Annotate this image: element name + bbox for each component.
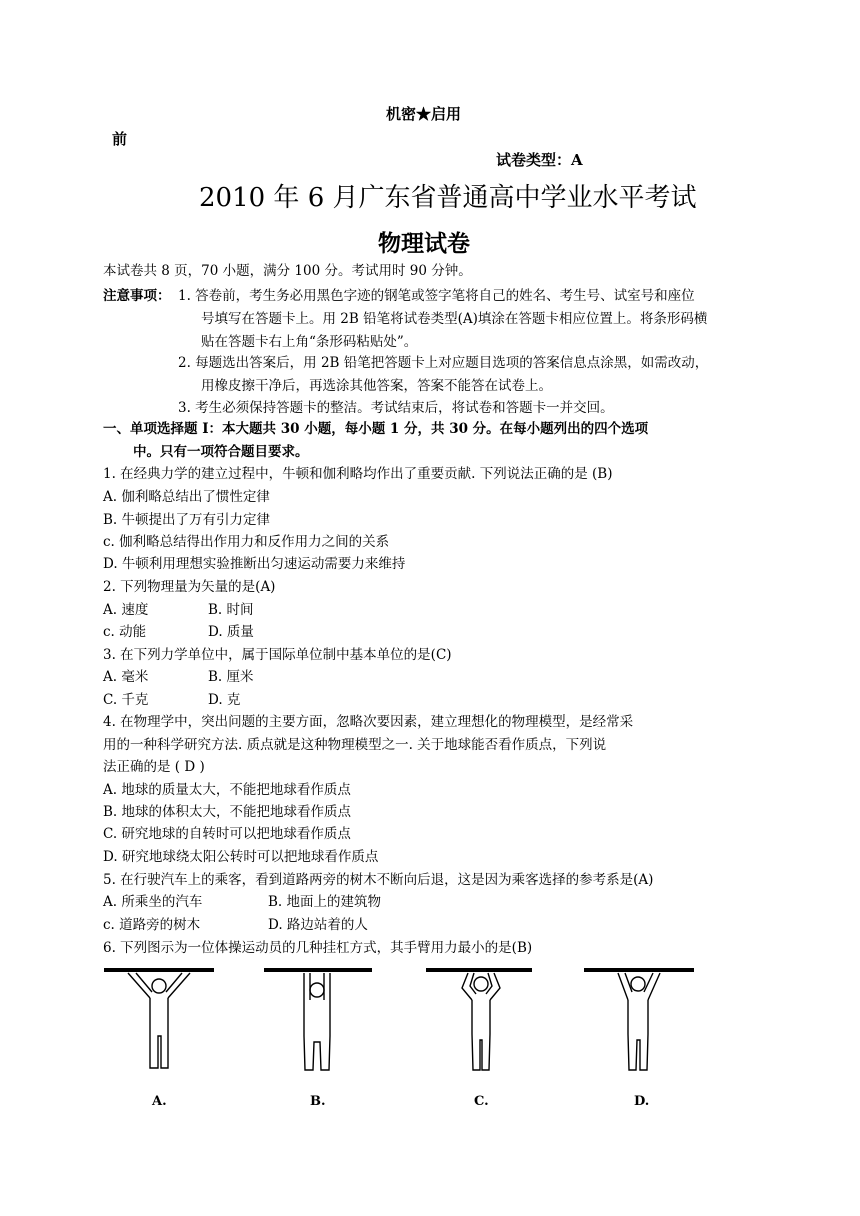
figure-d: [584, 970, 694, 1070]
figure-label-b: B.: [310, 1094, 326, 1109]
q4-option-a: A. 地球的质量太大，不能把地球看作质点: [103, 782, 351, 798]
note-3: 3. 考生必须保持答题卡的整洁。考试结束后，将试卷和答题卡一并交回。: [178, 400, 614, 416]
page-title: 2010 年 6 月广东省普通高中学业水平考试: [199, 183, 697, 213]
q5-option-b: B. 地面上的建筑物: [268, 894, 382, 910]
q6-stem: 6. 下列图示为一位体操运动员的几种挂杠方式，其手臂用力最小的是(B): [103, 940, 533, 956]
note-1-line-3: 贴在答题卡右上角“条形码粘贴处”。: [201, 334, 418, 350]
note-1-line-1: 1. 答卷前，考生务必用黑色字迹的钢笔或签字笔将自己的姓名、考生号、试室号和座位: [178, 288, 695, 304]
q1-option-a: A. 伽利略总结出了惯性定律: [103, 489, 270, 505]
note-1-line-2: 号填写在答题卡上。用 2B 铅笔将试卷类型(A)填涂在答题卡相应位置上。将条形码横: [201, 311, 708, 327]
q4-stem-line-2: 用的一种科学研究方法. 质点就是这种物理模型之一. 关于地球能否看作质点，下列说: [103, 737, 607, 753]
paper-type: 试卷类型：A: [496, 151, 583, 169]
q2-stem: 2. 下列物理量为矢量的是(A): [103, 579, 276, 595]
q1-stem: 1. 在经典力学的建立过程中，牛顿和伽利略均作出了重要贡献. 下列说法正确的是 (B): [103, 466, 613, 482]
q4-stem-line-3: 法正确的是 ( D ): [103, 759, 205, 775]
q2-option-a: A. 速度: [103, 602, 149, 618]
q3-option-c: C. 千克: [103, 692, 149, 708]
q4-stem-line-1: 4. 在物理学中，突出问题的主要方面，忽略次要因素，建立理想化的物理模型，是经常采: [103, 714, 634, 730]
q5-stem: 5. 在行驶汽车上的乘客，看到道路两旁的树木不断向后退，这是因为乘客选择的参考系是(A): [103, 872, 654, 888]
q1-option-c: c. 伽利略总结得出作用力和反作用力之间的关系: [103, 534, 390, 550]
q3-option-a: A. 毫米: [103, 669, 149, 685]
figure-c: [426, 970, 532, 1070]
q4-option-b: B. 地球的体积太大，不能把地球看作质点: [103, 804, 352, 820]
section-heading: 一、单项选择题 I：本大题共 30 小题，每小题 1 分，共 30 分。在每小题列出的四个选项: [103, 421, 649, 437]
q5-option-d: D. 路边站着的人: [268, 917, 368, 933]
intro-text: 本试卷共 8 页，70 小题，满分 100 分。考试用时 90 分钟。: [103, 263, 472, 279]
section-heading-cont: 中。只有一项符合题目要求。: [133, 444, 309, 460]
secret-label-cont: 前: [112, 130, 128, 148]
q3-option-b: B. 厘米: [208, 669, 254, 685]
q5-option-c: c. 道路旁的树木: [103, 917, 201, 933]
note-2-line-1: 2. 每题选出答案后，用 2B 铅笔把答题卡上对应题目选项的答案信息点涂黑，如需改动，: [178, 355, 709, 371]
q1-option-d: D. 牛顿利用理想实验推断出匀速运动需要力来维持: [103, 556, 406, 572]
figure-label-a: A.: [152, 1094, 167, 1109]
q2-option-b: B. 时间: [208, 602, 254, 618]
q3-option-d: D. 克: [208, 692, 241, 708]
q2-option-c: c. 动能: [103, 624, 147, 640]
secret-label: 机密★启用: [386, 105, 462, 123]
page-subtitle: 物理试卷: [378, 230, 470, 257]
figure-a: [104, 970, 214, 1068]
q3-stem: 3. 在下列力学单位中，属于国际单位制中基本单位的是(C): [103, 647, 452, 663]
figure-b: [264, 970, 372, 1070]
notes-label: 注意事项：: [103, 288, 171, 304]
q4-option-c: C. 研究地球的自转时可以把地球看作质点: [103, 826, 351, 842]
q2-option-d: D. 质量: [208, 624, 254, 640]
q4-option-d: D. 研究地球绕太阳公转时可以把地球看作质点: [103, 849, 379, 865]
q5-option-a: A. 所乘坐的汽车: [103, 894, 203, 910]
q1-option-b: B. 牛顿提出了万有引力定律: [103, 512, 271, 528]
figure-label-c: C.: [474, 1094, 489, 1109]
note-2-line-2: 用橡皮擦干净后，再选涂其他答案，答案不能答在试卷上。: [201, 378, 552, 394]
figure-label-d: D.: [634, 1094, 650, 1109]
